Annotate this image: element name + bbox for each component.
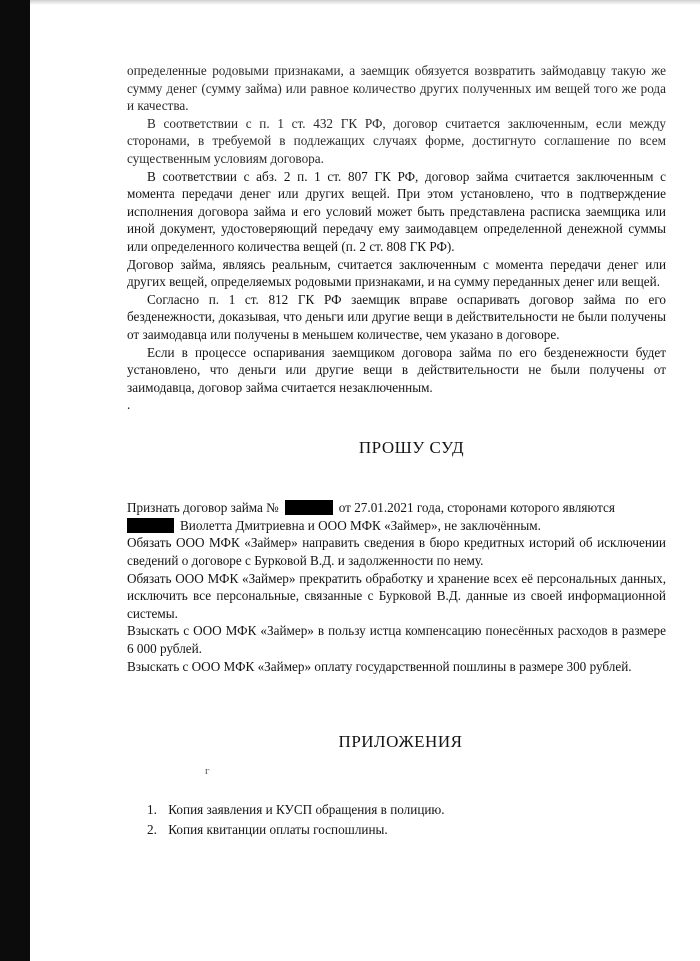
request-text-part-2: от 27.01.2021 года, сторонами которого являются (338, 500, 615, 516)
scan-dark-edge (0, 0, 30, 961)
attachment-number: 2. (147, 822, 157, 838)
attachment-item (147, 800, 666, 820)
attachment-item (147, 820, 666, 840)
paragraph-conclusion: Если в процессе оспаривания заемщиком договора займа по его безденежности будет установлено, что деньги или другие вещи в действительности не были получены от заимодавца, договор займа считается незаключенным. (127, 344, 666, 395)
paragraph-art-812: Согласно п. 1 ст. 812 ГК РФ заемщик вправе оспаривать договор займа по его безденежности, доказывая, что деньги или другие вещи в действительности не были получены от заимодавца или получены в меньшем количестве, чем указано в договоре. (127, 291, 666, 342)
attachment-text: Копия квитанции оплаты госпошлины. (168, 822, 388, 838)
attachment-number: 1. (147, 802, 157, 818)
request-item-state-duty: Взыскать с ООО МФК «Займер» оплату государственной пошлины в размере 300 рублей. (127, 658, 632, 674)
request-item-credit-bureau: Обязать ООО МФК «Займер» направить сведения в бюро кредитных историй об исключении сведений о договоре с Бурковой В.Д. и задолженности по нему. (127, 535, 666, 569)
request-text-part-3: Виолетта Дмитриевна и ООО МФК «Займер», не заключённым. (180, 517, 541, 533)
request-text-part-1: Признать договор займа № (127, 500, 279, 516)
paragraph-real-contract: Договор займа, являясь реальным, считается заключенным с момента передачи денег или других вещей, определяемых родовыми признаками, и на сумму переданных денег или вещей. (127, 256, 666, 290)
stray-dot: . (127, 397, 131, 413)
tick-mark: г (205, 765, 210, 778)
redacted-surname (127, 518, 174, 533)
request-item-invalidate (127, 499, 666, 534)
request-list (127, 499, 666, 675)
heading-attachments: ПРИЛОЖЕНИЯ (338, 732, 463, 752)
attachments-list (147, 800, 666, 840)
document-page (127, 62, 666, 840)
heading-request: ПРОШУ СУД (358, 438, 465, 458)
scan-top-shadow (30, 0, 700, 5)
paragraph-art-807: В соответствии с абз. 2 п. 1 ст. 807 ГК РФ, договор займа считается заключенным с момента передачи денег или других вещей. При этом установлено, что в подтверждение исполнения договора займа и его условий может быть представлена расписка заемщика или иной документ, удостоверяющий передачу ему заимодавцем определенной денежной суммы или определенного количества вещей (п. 2 ст. 808 ГК РФ). (127, 168, 666, 254)
paragraph-loan-definition: определенные родовыми признаками, а заемщик обязуется возвратить займодавцу такую же сумму денег (сумму займа) или равное количество других полученных им вещей того же рода и качества. (127, 63, 666, 114)
request-item-personal-data: Обязать ООО МФК «Займер» прекратить обработку и хранение всех её персональных данных, исключить все персональные, связанные с Бурковой В.Д. данные из своей информационной системы. (127, 570, 666, 621)
attachment-text: Копия заявления и КУСП обращения в полицию. (168, 802, 445, 818)
redacted-contract-number (285, 500, 333, 515)
paragraph-art-432: В соответствии с п. 1 ст. 432 ГК РФ, договор считается заключенным, если между сторонами, в требуемой в подлежащих случаях форме, достигнуто соглашение по всем существенным условиям договора. (127, 115, 666, 166)
request-item-compensation: Взыскать с ООО МФК «Займер» в пользу истца компенсацию понесённых расходов в размере 6 000 рублей. (127, 623, 666, 657)
